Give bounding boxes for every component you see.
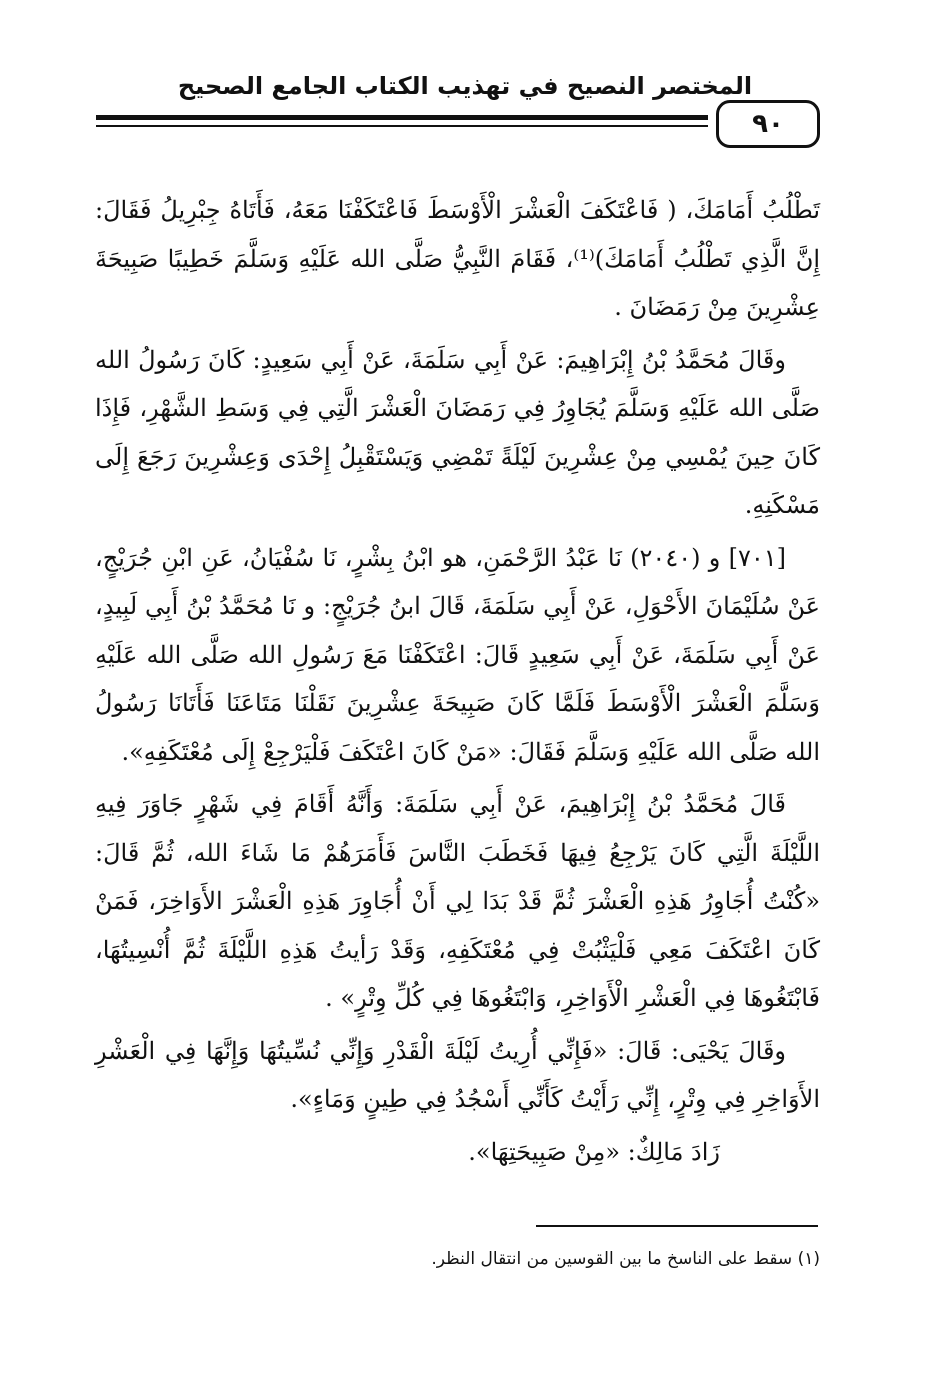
page-number: ٩٠ xyxy=(716,100,820,148)
footnote-separator xyxy=(536,1225,818,1227)
paragraph: تَطْلُبُ أَمَامَكَ، ( فَاعْتَكَفَ الْعَشْرَ الْأَوْسَطَ فَاعْتَكَفْنَا مَعَهُ، فَأَتَاهُ جِبْرِيلُ فَقَالَ: إِنَّ الَّذِي تَطْلُبُ أَمَامَكَ)⁽¹⁾، فَقَامَ النَّبِيُّ صَلَّى الله عَلَيْهِ وَسَلَّمَ خَطِيبًا صَبِيحَةَ عِشْرِينَ مِنْ رَمَضَانَ . xyxy=(95,196,820,321)
footnote: (١) سقط على الناسخ ما بين القوسين من انتقال النظر. xyxy=(431,1249,820,1269)
header-rule-thin xyxy=(96,125,708,127)
main-text xyxy=(95,186,820,1176)
running-title: المختصر النصيح في تهذيب الكتاب الجامع الصحيح xyxy=(177,72,753,100)
header-rule-thick xyxy=(96,115,708,120)
paragraph: [٧٠١] و (٢٠٤٠) نَا عَبْدُ الرَّحْمَنِ، هو ابْنُ بِشْرٍ، نَا سُفْيَانُ، عَنِ ابْنِ جُرَيْجٍ، عَنْ سُلَيْمَانَ الأَحْوَلِ، عَنْ أَبِي سَلَمَةَ، قَالَ ابنُ جُرَيْجٍ: و نَا مُحَمَّدُ بْنُ أَبِي لَبِيدٍ، عَنْ أَبِي سَلَمَةَ، عَنْ أَبِي سَعِيدٍ قَالَ: اعْتَكَفْنَا مَعَ رَسُولِ الله صَلَّى الله عَلَيْهِ وَسَلَّمَ الْعَشْرَ الْأَوْسَطَ فَلَمَّا كَانَ صَبِيحَةَ عِشْرِينَ نَقَلْنَا مَتَاعَنَا فَأَتَانَا رَسُولُ الله صَلَّى الله عَلَيْهِ وَسَلَّمَ فَقَالَ: «مَنْ كَانَ اعْتَكَفَ فَلْيَرْجِعْ إِلَى مُعْتَكَفِهِ». xyxy=(95,543,821,766)
paragraph: وقَالَ مُحَمَّدُ بْنُ إِبْرَاهِيمَ: عَنْ أَبِي سَلَمَةَ، عَنْ أَبِي سَعِيدٍ: كَانَ رَسُولُ الله صَلَّى الله عَلَيْهِ وَسَلَّمَ يُجَاوِرُ فِي رَمَضَانَ الْعَشْرَ الَّتِي فِي وَسَطِ الشَّهْرِ، فَإِذَا كَانَ حِينَ يُمْسِي مِنْ عِشْرِينَ لَيْلَةً تَمْضِي وَيَسْتَقْبِلُ إِحْدَى وَعِشْرِينَ رَجَعَ إِلَى مَسْكَنِهِ. xyxy=(95,345,820,519)
paragraph: زَادَ مَالِكٌ: «مِنْ صَبِيحَتِهَا». xyxy=(468,1137,720,1166)
paragraph: وقَالَ يَحْيَى: قَالَ: «فَإِنِّي أُرِيتُ لَيْلَةَ الْقَدْرِ وَإِنِّي نُسِّيتُهَا وَإِنَّهَا فِي الْعَشْرِ الأَوَاخِرِ فِي وِتْرٍ، إِنِّي رَأَيْتُ كَأَنِّي أَسْجُدُ فِي طِينٍ وَمَاءٍ». xyxy=(95,1036,820,1113)
paragraph: قَالَ مُحَمَّدُ بْنُ إِبْرَاهِيمَ، عَنْ أَبِي سَلَمَةَ: وَأَنَّهُ أَقَامَ فِي شَهْرٍ جَاوَرَ فِيهِ اللَّيْلَةَ الَّتِي كَانَ يَرْجِعُ فِيهَا فَخَطَبَ النَّاسَ فَأَمَرَهُمْ مَا شَاءَ الله، ثُمَّ قَالَ: «كُنْتُ أُجَاوِرُ هَذِهِ الْعَشْرَ ثُمَّ قَدْ بَدَا لِي أَنْ أُجَاوِرَ هَذِهِ الْعَشْرَ الأَوَاخِرَ، فَمَنْ كَانَ اعْتَكَفَ مَعِي فَلْيَثْبُتْ فِي مُعْتَكَفِهِ، وَقَدْ رَأيتُ هَذِهِ اللَّيْلَةَ ثُمَّ أُنْسِيتُهَا، فَابْتَغُوهَا فِي الْعَشْرِ الْأَوَاخِرِ، وَابْتَغُوهَا فِي كُلِّ وِتْرٍ» . xyxy=(95,790,820,1012)
